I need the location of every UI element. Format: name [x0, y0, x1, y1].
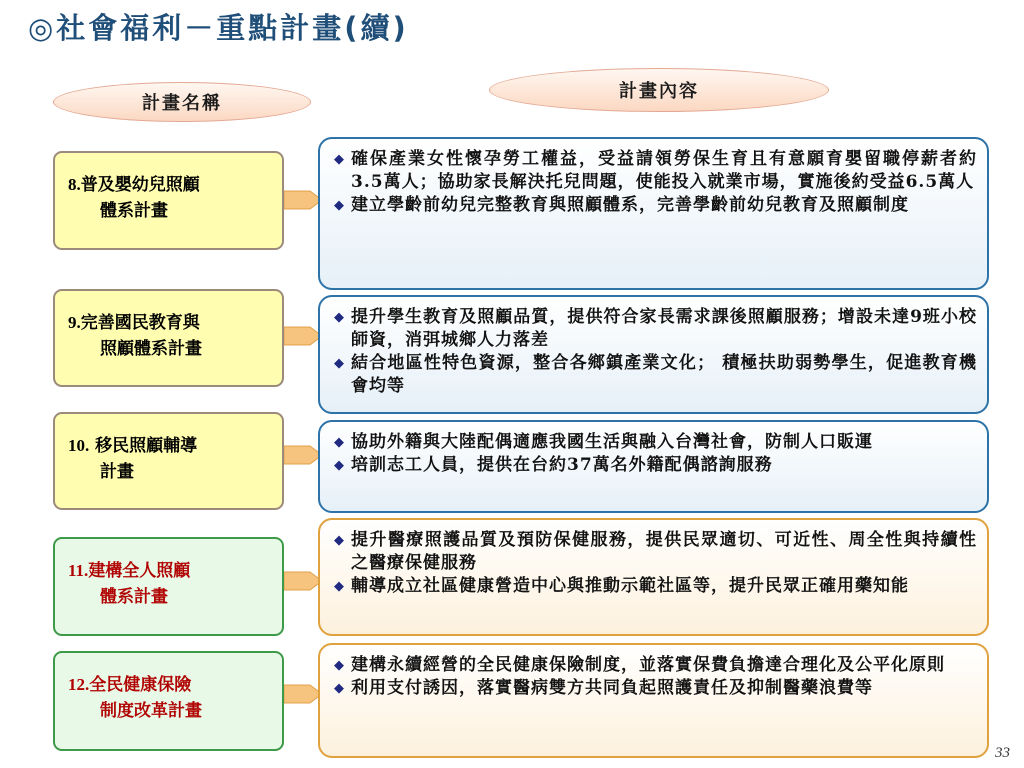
diamond-bullet-icon: ◆ [334, 198, 344, 213]
diamond-bullet-icon: ◆ [334, 435, 344, 450]
plan-number: 8. [68, 175, 81, 194]
plan-name-line2: 計畫 [100, 462, 134, 482]
list-item: ◆ 結合地區性特色資源，整合各鄉鎮產業文化； 積極扶助弱勢學生，促進教育機會均等 [334, 353, 977, 396]
diamond-bullet-icon: ◆ [334, 681, 344, 696]
plan-name-box-11 [53, 537, 284, 636]
diamond-bullet-icon: ◆ [334, 458, 344, 473]
plan-name-line1: 普及嬰幼兒照顧 [80, 175, 200, 195]
plan-name-line1: 全民健康保險 [89, 675, 192, 695]
page-number: 33 [995, 745, 1010, 761]
list-item: ◆ 協助外籍與大陸配偶適應我國生活與融入台灣社會，防制人口販運 [334, 432, 873, 452]
diamond-bullet-icon: ◆ [334, 310, 344, 325]
list-item: ◆ 利用支付誘因，落實醫病雙方共同負起照護責任及抑制醫藥浪費等 [334, 678, 873, 698]
header-plan-name: 計畫名稱 [53, 82, 311, 122]
plan-name-line2: 制度改革計畫 [100, 701, 202, 721]
diamond-bullet-icon: ◆ [334, 579, 344, 594]
plan-number: 12. [68, 675, 90, 694]
plan-number: 11. [68, 561, 89, 580]
list-item: ◆ 輔導成立社區健康營造中心與推動示範社區等，提升民眾正確用藥知能 [334, 576, 909, 596]
list-item: ◆ 建構永續經營的全民健康保險制度，並落實保費負擔達合理化及公平化原則 [334, 655, 945, 675]
list-item: ◆ 提升學生教育及照顧品質，提供符合家長需求課後照顧服務；增設未達9班小校師資，消弭城鄉人力落差 [334, 307, 977, 350]
plan-name-line1: 建構全人照顧 [88, 561, 191, 581]
plan-number: 10. [68, 436, 90, 455]
diamond-bullet-icon: ◆ [334, 356, 344, 371]
list-item: ◆ 培訓志工人員，提供在台約37萬名外籍配偶諮詢服務 [334, 455, 773, 475]
plan-content-box-8 [318, 137, 989, 290]
plan-content-box-10 [318, 420, 989, 513]
plan-content-box-11 [318, 518, 989, 636]
plan-name-line2: 體系計畫 [100, 201, 168, 221]
list-item: ◆ 確保產業女性懷孕勞工權益，受益請領勞保生育且有意願育嬰留職停薪者約3.5萬人；協助家長解決托兒問題，使能投入就業市場，實施後約受益6.5萬人 [334, 149, 977, 192]
plan-name-box-12 [53, 651, 284, 751]
plan-name-line1: 移民照顧輔導 [89, 436, 198, 456]
slide-title: ◎社會福利－重點計畫(續) [28, 11, 409, 45]
plan-name-box-10 [53, 412, 284, 510]
plan-name-box-8 [53, 151, 284, 250]
header-plan-content: 計畫內容 [489, 68, 829, 112]
plan-name-line2: 照顧體系計畫 [100, 339, 202, 359]
plan-content-box-12 [318, 643, 989, 758]
plan-number: 9. [68, 313, 81, 332]
plan-name-line2: 體系計畫 [100, 587, 168, 607]
plan-name-box-9 [53, 289, 284, 387]
plan-name-line1: 完善國民教育與 [80, 313, 200, 333]
list-item: ◆ 提升醫療照護品質及預防保健服務，提供民眾適切、可近性、周全性與持續性之醫療保健服務 [334, 530, 977, 573]
diamond-bullet-icon: ◆ [334, 533, 344, 548]
plan-content-box-9 [318, 295, 989, 414]
diamond-bullet-icon: ◆ [334, 152, 344, 167]
list-item: ◆ 建立學齡前幼兒完整教育與照顧體系，完善學齡前幼兒教育及照顧制度 [334, 195, 909, 215]
diamond-bullet-icon: ◆ [334, 658, 344, 673]
